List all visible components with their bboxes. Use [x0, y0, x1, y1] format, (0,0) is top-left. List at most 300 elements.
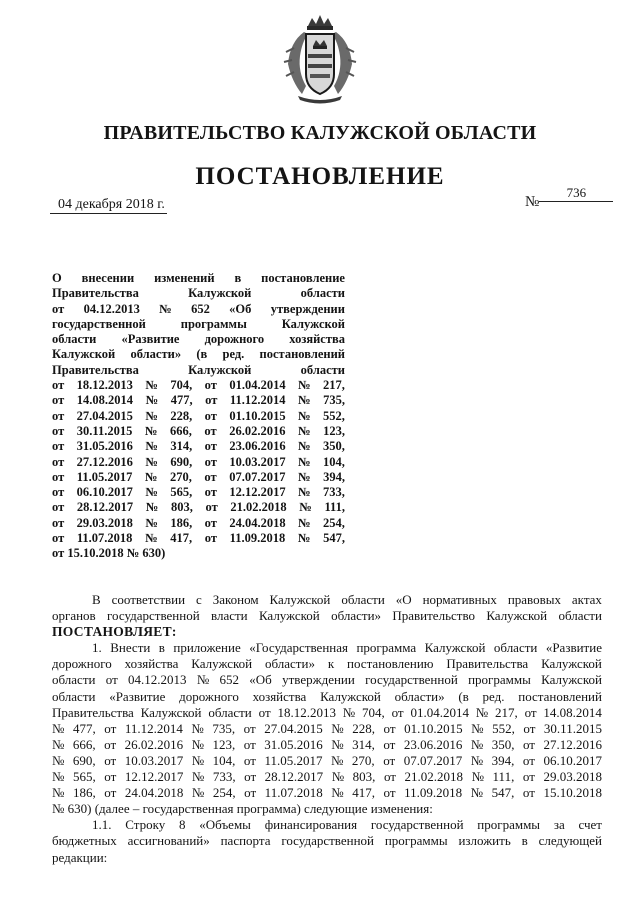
subject-word: от [204, 408, 217, 423]
subject-word: от [52, 439, 65, 454]
subject-word: 123, [323, 423, 345, 438]
subject-word: от [52, 423, 65, 438]
subject-line [52, 455, 345, 470]
subject-word: области [300, 286, 345, 301]
subject-word: № [299, 500, 312, 515]
body-word: от [243, 736, 256, 752]
body-word: № [191, 785, 205, 801]
subject-word: 11.07.2018 [76, 531, 133, 546]
body-word: хозяйства [252, 688, 307, 704]
body-line [52, 737, 602, 753]
subject-word: «Развитие [121, 332, 180, 347]
body-word: В [92, 592, 101, 607]
subject-word: 104, [323, 454, 345, 469]
subject-word: 803, [170, 500, 193, 515]
body-word: № 630) (далее – государственная программа) следующие изменения: [52, 801, 433, 817]
body-word: 704, [362, 704, 385, 720]
subject-word: от [204, 439, 217, 454]
body-word: Калужской [541, 656, 602, 672]
decree-body [52, 592, 602, 866]
subject-word: 31.05.2016 [76, 439, 133, 454]
body-word: Правительства [52, 704, 134, 720]
subject-word: 666, [170, 423, 192, 438]
document-type-title: ПОСТАНОВЛЕНИЕ [195, 163, 445, 190]
body-word: Калужской [258, 608, 320, 624]
body-line [52, 689, 602, 705]
body-word: № [471, 720, 484, 736]
subject-word: 547, [323, 531, 345, 546]
body-word: в [158, 640, 165, 656]
subject-word: № [298, 469, 311, 484]
subject-word: 24.04.2018 [229, 515, 286, 530]
body-word: государственной [365, 672, 458, 688]
subject-word: от [204, 469, 217, 484]
body-word: № [52, 736, 65, 752]
subject-line [52, 271, 345, 286]
subject-word: 690, [170, 454, 193, 469]
body-word: 666, [72, 736, 96, 752]
subject-word: № [145, 515, 158, 530]
body-word: 14.08.2014 [543, 704, 602, 720]
body-word: хозяйства [124, 656, 179, 672]
body-word: от [522, 769, 535, 785]
body-word: № [331, 752, 344, 768]
body-word: от [383, 736, 396, 752]
subject-word: изменений [154, 271, 215, 285]
body-word: № [470, 785, 484, 801]
body-word: 652 [219, 672, 240, 688]
subject-line [52, 424, 345, 439]
body-line [52, 640, 602, 656]
body-word: Калужской [424, 640, 486, 656]
body-word: 254, [212, 785, 236, 801]
body-word: ПОСТАНОВЛЯЕТ: [52, 624, 177, 640]
subject-word: 01.10.2015 [229, 408, 286, 423]
body-line [52, 850, 602, 866]
body-word: соответствии [111, 592, 186, 607]
body-word: постановлению [347, 656, 434, 672]
body-word: Внести [110, 640, 151, 656]
body-word: 11.09.2018 [404, 785, 463, 801]
body-word: 27.12.2016 [543, 736, 602, 752]
subject-word: № [298, 454, 311, 469]
subject-word: 01.04.2014 [229, 378, 286, 393]
subject-line [52, 363, 345, 378]
body-word: государственной [107, 608, 200, 624]
body-word: № [470, 752, 484, 768]
subject-word: 552, [323, 408, 345, 423]
subject-line [52, 286, 345, 301]
body-word: «Об [249, 672, 272, 688]
body-word: 10.03.2017 [124, 752, 184, 768]
body-word: программы [384, 833, 448, 849]
subject-line [52, 393, 345, 408]
body-word: 01.04.2014 [410, 704, 469, 720]
subject-line [52, 302, 345, 317]
subject-word: 733, [323, 485, 345, 500]
subject-word: утверждении [270, 301, 345, 316]
body-word: органов [52, 608, 96, 624]
body-word: 31.05.2016 [264, 736, 323, 752]
subject-line [52, 531, 345, 546]
subject-line [52, 378, 345, 393]
body-word: в [521, 833, 528, 849]
subject-line [52, 317, 345, 332]
body-word: Калужской [140, 704, 202, 720]
body-word: паспорта [220, 833, 271, 849]
body-word: области [341, 592, 385, 607]
subject-word: 18.12.2013 [76, 378, 133, 393]
body-word: от [104, 769, 117, 785]
body-word: с [196, 592, 202, 607]
subject-word: № [145, 531, 158, 546]
subject-word: 27.12.2016 [76, 454, 133, 469]
body-word: области [52, 672, 96, 688]
subject-word: 350, [323, 439, 345, 454]
subject-word: ред. [222, 347, 245, 362]
subject-word: постановление [261, 271, 345, 285]
body-word: области [558, 608, 602, 624]
body-word: 27.04.2015 [264, 720, 323, 736]
subject-word: 477, [170, 393, 193, 408]
body-word: 1.1. [92, 817, 112, 833]
body-word: от [522, 785, 535, 801]
subject-word: 21.02.2018 [230, 500, 287, 515]
body-word: 11.05.2017 [264, 752, 323, 768]
body-word: 217, [495, 704, 518, 720]
subject-word: области» [130, 347, 182, 362]
body-word: 8 [179, 817, 186, 833]
body-word: № [196, 672, 210, 688]
body-word: от [383, 720, 396, 736]
subject-word: № [145, 454, 158, 469]
body-word: № [52, 720, 65, 736]
body-word: 29.03.2018 [543, 769, 602, 785]
body-word: Калужской [191, 656, 253, 672]
subject-word: № [298, 439, 311, 454]
subject-word: 11.12.2014 [229, 393, 286, 408]
body-word: № [331, 769, 345, 785]
subject-word: № [159, 301, 172, 316]
subject-word: Калужской [188, 362, 252, 377]
subject-word: от [52, 500, 65, 515]
subject-word: 07.07.2017 [229, 469, 286, 484]
body-word: изложить [458, 833, 511, 849]
subject-word: области [300, 362, 345, 377]
decree-date: 04 декабря 2018 г. [50, 197, 167, 214]
subject-word: от [52, 378, 65, 393]
body-word: 28.12.2017 [264, 769, 324, 785]
body-word: 123, [212, 736, 236, 752]
subject-word: 30.11.2015 [76, 423, 133, 438]
body-line [52, 672, 602, 688]
body-word: 350, [491, 736, 515, 752]
subject-word: внесении [81, 271, 135, 285]
subject-word: 26.02.2016 [229, 423, 286, 438]
body-word: редакции: [52, 849, 108, 865]
subject-word: 23.06.2016 [229, 439, 286, 454]
subject-word: от [52, 469, 65, 484]
body-word: 394, [491, 752, 515, 768]
body-word: Калужской [541, 672, 602, 688]
subject-word: 12.12.2017 [229, 485, 286, 500]
body-word: 417, [352, 785, 375, 801]
body-word: № [191, 720, 204, 736]
body-word: № [191, 769, 205, 785]
subject-word: № [298, 393, 311, 408]
subject-word: 11.09.2018 [229, 531, 286, 546]
body-word: от [523, 720, 536, 736]
body-line [52, 753, 602, 769]
subject-word: от [205, 393, 218, 408]
body-word: № [52, 752, 65, 768]
body-word: 21.02.2018 [404, 769, 464, 785]
subject-word: № [144, 469, 158, 484]
subject-line [52, 516, 345, 531]
body-word: за [553, 817, 565, 833]
body-word: № [191, 736, 205, 752]
subject-word: № [145, 393, 159, 408]
body-word: (в [458, 688, 469, 704]
body-word: ред. [482, 688, 505, 704]
body-word: Правительство [392, 608, 475, 624]
body-word: 477, [72, 720, 96, 736]
subject-word: от [52, 531, 65, 546]
body-line [52, 801, 602, 817]
kaluga-coat-of-arms-icon [282, 12, 358, 104]
body-word: Калужской [269, 592, 331, 607]
subject-word: дорожного [204, 332, 265, 347]
body-word: № [342, 704, 356, 720]
subject-word: 704, [170, 378, 193, 393]
subject-word: 217, [323, 378, 345, 393]
body-word: области» [264, 656, 315, 672]
body-word: 01.10.2015 [404, 720, 463, 736]
body-word: к [327, 656, 335, 672]
subject-line [52, 332, 345, 347]
subject-line [52, 546, 345, 561]
body-word: № [191, 752, 205, 768]
subject-word: хозяйства [289, 332, 345, 347]
body-word: дорожного [52, 656, 112, 672]
body-word: от [383, 769, 396, 785]
subject-word: «Об [229, 301, 252, 316]
body-word: 735, [212, 720, 236, 736]
decree-number: 736 [539, 185, 613, 202]
body-word: нормативных [422, 592, 497, 607]
body-word: от [104, 752, 117, 768]
body-word: № [52, 785, 65, 801]
subject-word: от [52, 485, 65, 500]
subject-word: от [52, 515, 65, 530]
body-word: 26.02.2016 [124, 736, 184, 752]
body-word: программы [468, 672, 531, 688]
body-word: области» [331, 608, 382, 624]
subject-word: № [298, 515, 311, 530]
body-word: области [52, 688, 96, 704]
subject-word: от [204, 378, 217, 393]
body-word: финансирования [264, 817, 358, 833]
body-word: 11.12.2014 [124, 720, 183, 736]
body-word: от [243, 752, 256, 768]
subject-word: от [52, 408, 65, 423]
body-word: № [475, 704, 489, 720]
body-word: 12.12.2017 [124, 769, 184, 785]
body-word: власти [210, 608, 248, 624]
body-word: 552, [492, 720, 515, 736]
subject-word: от [205, 500, 218, 515]
body-word: «Развитие [545, 640, 602, 656]
body-word: «Развитие [109, 688, 166, 704]
body-word: от [524, 704, 537, 720]
subject-word: 29.03.2018 [76, 515, 133, 530]
body-line [52, 785, 602, 801]
subject-line [52, 470, 345, 485]
subject-word: 10.03.2017 [229, 454, 286, 469]
subject-line [52, 409, 345, 424]
body-word: бюджетных [52, 833, 117, 849]
subject-word: программы [180, 316, 247, 331]
body-word: 18.12.2013 [277, 704, 336, 720]
subject-word: № [145, 408, 158, 423]
body-word: Строку [125, 817, 166, 833]
subject-word: № [297, 531, 311, 546]
body-line [52, 592, 602, 608]
decree-subject [52, 271, 345, 562]
body-word: «О [395, 592, 412, 607]
subject-word: от [52, 393, 65, 408]
body-line [52, 624, 602, 640]
subject-line [52, 500, 345, 515]
body-word: от [104, 785, 117, 801]
body-word: от [522, 752, 535, 768]
subject-word: 228, [170, 408, 193, 423]
body-word: 314, [352, 736, 375, 752]
subject-word: 394, [323, 469, 345, 484]
body-word: № [471, 769, 484, 785]
body-word: от [383, 785, 396, 801]
subject-word: 14.08.2014 [76, 393, 134, 408]
body-word: счет [578, 817, 602, 833]
subject-word: государственной [52, 316, 146, 331]
body-word: дорожного [179, 688, 239, 704]
body-word: следующей [538, 833, 602, 849]
body-word: «Объемы [199, 817, 251, 833]
body-word: 15.10.2018 [543, 785, 602, 801]
body-word: приложение [173, 640, 241, 656]
subject-word: 28.12.2017 [76, 500, 134, 515]
body-word: от [258, 704, 271, 720]
body-word: 11.07.2018 [264, 785, 323, 801]
subject-word: № [145, 439, 158, 454]
body-word: 228, [352, 720, 375, 736]
body-line [52, 769, 602, 785]
body-word: № [331, 785, 344, 801]
subject-word: Калужской [52, 347, 116, 362]
subject-word: 27.04.2015 [76, 408, 133, 423]
body-word: постановлений [518, 688, 602, 704]
body-word: 24.04.2018 [124, 785, 184, 801]
subject-word: от [204, 531, 218, 546]
subject-word: 04.12.2013 [83, 301, 140, 316]
body-line [52, 721, 602, 737]
subject-word: Правительства [52, 362, 139, 377]
decree-number-field [525, 185, 613, 211]
subject-word: 11.05.2017 [76, 469, 133, 484]
subject-word: от [204, 423, 217, 438]
subject-word: от [52, 301, 65, 316]
subject-word: от [204, 454, 217, 469]
body-word: правовых [507, 592, 561, 607]
subject-word: 06.10.2017 [76, 485, 133, 500]
body-word: 803, [352, 769, 376, 785]
subject-line [52, 485, 345, 500]
subject-line [52, 439, 345, 454]
body-word: программы [477, 817, 541, 833]
subject-word: области [52, 332, 97, 347]
body-word: 690, [72, 752, 96, 768]
body-word: 111, [492, 769, 515, 785]
body-word: от [104, 736, 117, 752]
subject-word: № [145, 378, 158, 393]
body-word: области» [394, 688, 445, 704]
subject-word: 270, [170, 469, 192, 484]
subject-word: от [52, 454, 65, 469]
body-word: утверждении [282, 672, 355, 688]
subject-word: от [204, 485, 217, 500]
number-sign: № [525, 194, 540, 210]
body-word: 07.07.2017 [403, 752, 463, 768]
body-word: № [331, 736, 344, 752]
body-word: от [391, 704, 404, 720]
subject-word: (в [196, 347, 208, 362]
body-line [52, 833, 602, 849]
body-word: от [522, 736, 535, 752]
body-word: программа [356, 640, 417, 656]
body-word: 270, [351, 752, 375, 768]
subject-word: 417, [170, 531, 193, 546]
subject-word: в [234, 271, 242, 285]
subject-word: 565, [170, 485, 193, 500]
government-title: ПРАВИТЕЛЬСТВО КАЛУЖСКОЙ ОБЛАСТИ [103, 122, 537, 144]
subject-word: 652 [191, 301, 210, 316]
body-word: 104, [212, 752, 236, 768]
body-word: Калужской [320, 688, 381, 704]
subject-line [52, 347, 345, 362]
body-line [52, 705, 602, 721]
body-line [52, 608, 602, 624]
body-word: 06.10.2017 [543, 752, 602, 768]
subject-word: № [298, 485, 311, 500]
body-word: государственной [370, 817, 464, 833]
body-word: 733, [212, 769, 236, 785]
subject-word: 314, [170, 439, 193, 454]
body-word: от [244, 785, 257, 801]
subject-word: № [145, 500, 159, 515]
subject-word: № [144, 423, 158, 438]
body-word: от [383, 752, 396, 768]
body-word: № [470, 736, 484, 752]
body-word: от [243, 720, 256, 736]
subject-word: № [145, 485, 158, 500]
decree-date-field [50, 197, 167, 214]
body-line [52, 817, 602, 833]
body-word: области [208, 704, 252, 720]
body-word: ассигнований» [127, 833, 210, 849]
subject-word: 735, [323, 393, 345, 408]
subject-word: Калужской [281, 316, 345, 331]
body-word: Правительства [446, 656, 529, 672]
